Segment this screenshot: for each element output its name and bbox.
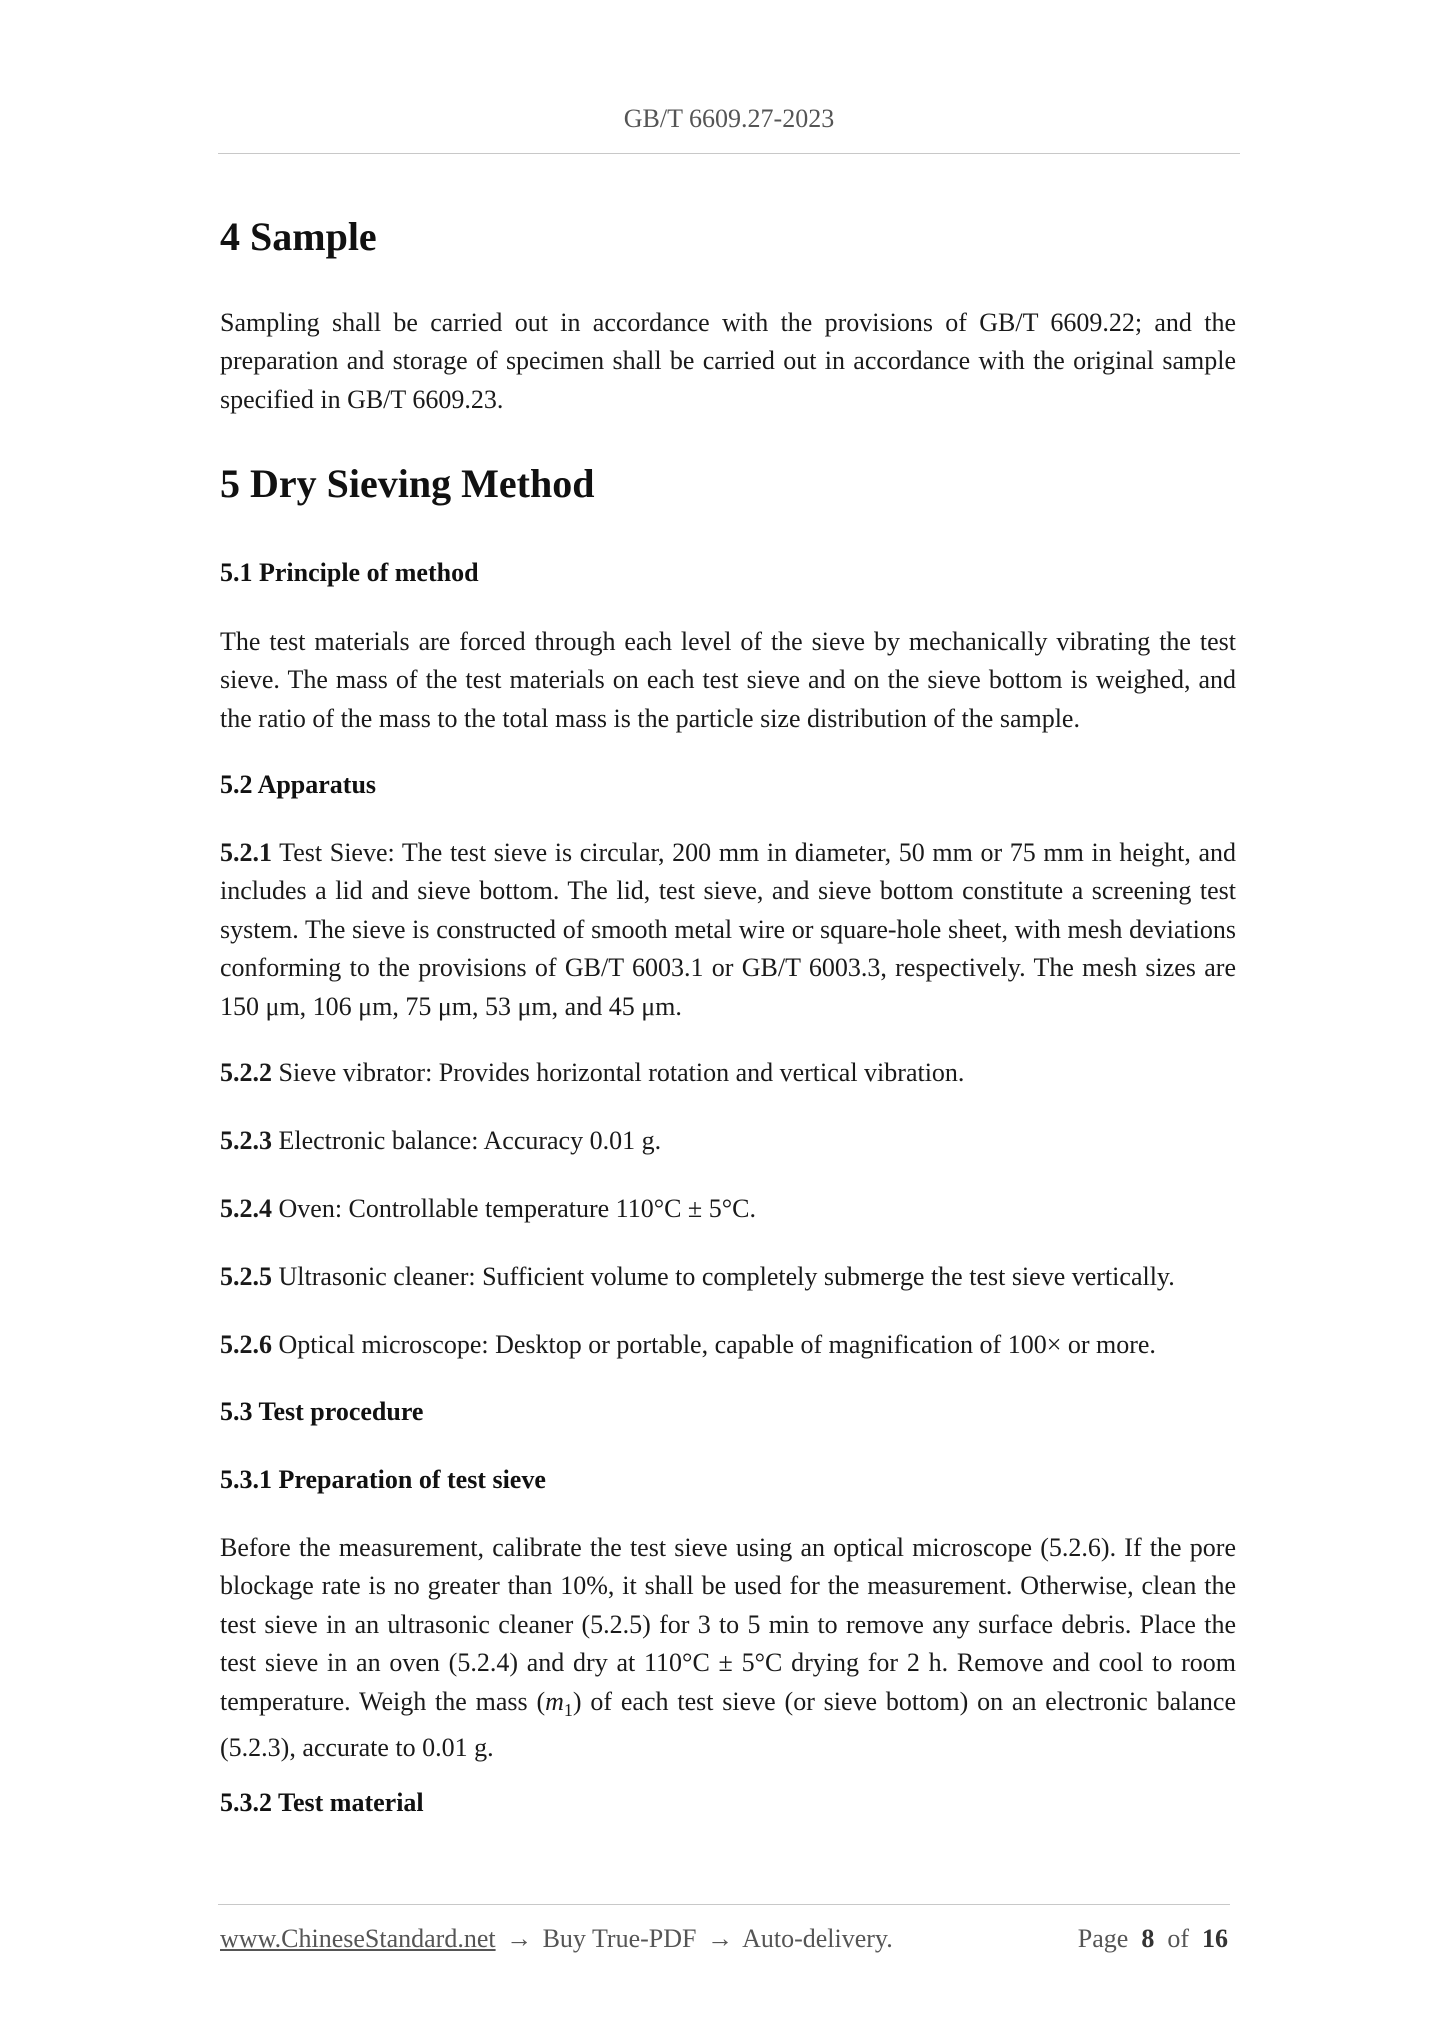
- item-number: 5.2.5: [220, 1262, 272, 1291]
- footer-promo: [220, 1924, 893, 1954]
- item-text: Electronic balance: Accuracy 0.01 g.: [278, 1126, 662, 1155]
- item-text: Sieve vibrator: Provides horizontal rotation and vertical vibration.: [278, 1058, 965, 1087]
- apparatus-item-5-2-1: [220, 834, 1236, 1026]
- website-link[interactable]: www.ChineseStandard.net: [220, 1924, 496, 1953]
- item-number: 5.2.6: [220, 1330, 272, 1359]
- item-number: 5.2.1: [220, 838, 272, 867]
- apparatus-item-5-2-5: [220, 1258, 1236, 1296]
- paragraph-text-end: ) of each test sieve (or sieve bottom) on an electronic balance (5.2.3), accurate to 0.01 g.: [220, 1686, 1236, 1763]
- page-of-label: of: [1167, 1924, 1189, 1953]
- buy-text: Buy True-PDF: [542, 1924, 697, 1953]
- apparatus-item-5-2-6: [220, 1326, 1236, 1364]
- current-page: 8: [1141, 1924, 1155, 1953]
- section-5-1-paragraph: The test materials are forced through each level of the sieve by mechanically vibrating the test sieve. The mass of the test materials on each test sieve and on the sieve bottom is weighed, and the ratio of the mass to the total mass is the particle size distribution of the sample.: [220, 627, 1236, 733]
- apparatus-item-5-2-3: [220, 1122, 1236, 1160]
- section-4-paragraph: Sampling shall be carried out in accordance with the provisions of GB/T 6609.22; and the preparation and storage of specimen shall be carried out in accordance with the original sample specified in GB/T 6609.23.: [220, 308, 1236, 414]
- item-text: Test Sieve: The test sieve is circular, 200 mm in diameter, 50 mm or 75 mm in height, and includes a lid and sieve bottom. The lid, test sieve, and sieve bottom constitute a screening test system. The sieve is constructed of smooth metal wire or square-hole sheet, with mesh deviations conforming to the provisions of GB/T 6003.1 or GB/T 6003.3, respectively. The mesh sizes are 150 μm, 106 μm, 75 μm, 53 μm, and 45 μm.: [220, 838, 1237, 1021]
- section-5-3-1-heading: 5.3.1 Preparation of test sieve: [220, 1465, 546, 1494]
- page-number: [1078, 1924, 1228, 1954]
- delivery-text: Auto-delivery.: [742, 1924, 893, 1953]
- item-number: 5.2.3: [220, 1126, 272, 1155]
- section-5-1-heading: 5.1 Principle of method: [220, 558, 479, 587]
- section-4-heading: 4 Sample: [220, 214, 377, 259]
- section-5-heading: 5 Dry Sieving Method: [220, 461, 595, 506]
- document-header-id: GB/T 6609.27-2023: [623, 104, 835, 133]
- item-number: 5.2.2: [220, 1058, 272, 1087]
- section-5-3-heading: 5.3 Test procedure: [220, 1397, 424, 1426]
- arrow-right-icon: →: [707, 1924, 733, 1953]
- item-text: Optical microscope: Desktop or portable, capable of magnification of 100× or more.: [278, 1330, 1156, 1359]
- section-5-3-2-heading: 5.3.2 Test material: [220, 1788, 424, 1817]
- total-pages: 16: [1202, 1924, 1228, 1953]
- section-5-2-heading: 5.2 Apparatus: [220, 770, 377, 799]
- item-text: Ultrasonic cleaner: Sufficient volume to completely submerge the test sieve vertically.: [278, 1262, 1175, 1291]
- mass-variable: m: [545, 1686, 564, 1716]
- mass-variable-subscript: 1: [563, 1699, 573, 1720]
- section-5-3-1-paragraph: [220, 1529, 1236, 1768]
- paragraph-text-start: Before the measurement, calibrate the test sieve using an optical microscope (5.2.6). If the pore blockage rate is no greater than 10%, it shall be used for the measurement. Otherwise, clean the test sieve in an ultrasonic cleaner (5.2.5) for 3 to 5 min to remove any surface debris. Place the test sieve in an oven (5.2.4) and dry at 110°C ± 5°C drying for 2 h. Remove and cool to room temperature. Weigh the mass (: [220, 1533, 1236, 1716]
- header-divider: [218, 153, 1240, 154]
- arrow-right-icon: →: [506, 1924, 533, 1953]
- item-text: Oven: Controllable temperature 110°C ± 5°C.: [278, 1194, 756, 1223]
- page-label: Page: [1077, 1924, 1129, 1953]
- apparatus-item-5-2-4: [220, 1190, 1236, 1228]
- apparatus-item-5-2-2: [220, 1054, 1236, 1092]
- item-number: 5.2.4: [220, 1194, 272, 1223]
- footer-divider: [218, 1904, 1230, 1905]
